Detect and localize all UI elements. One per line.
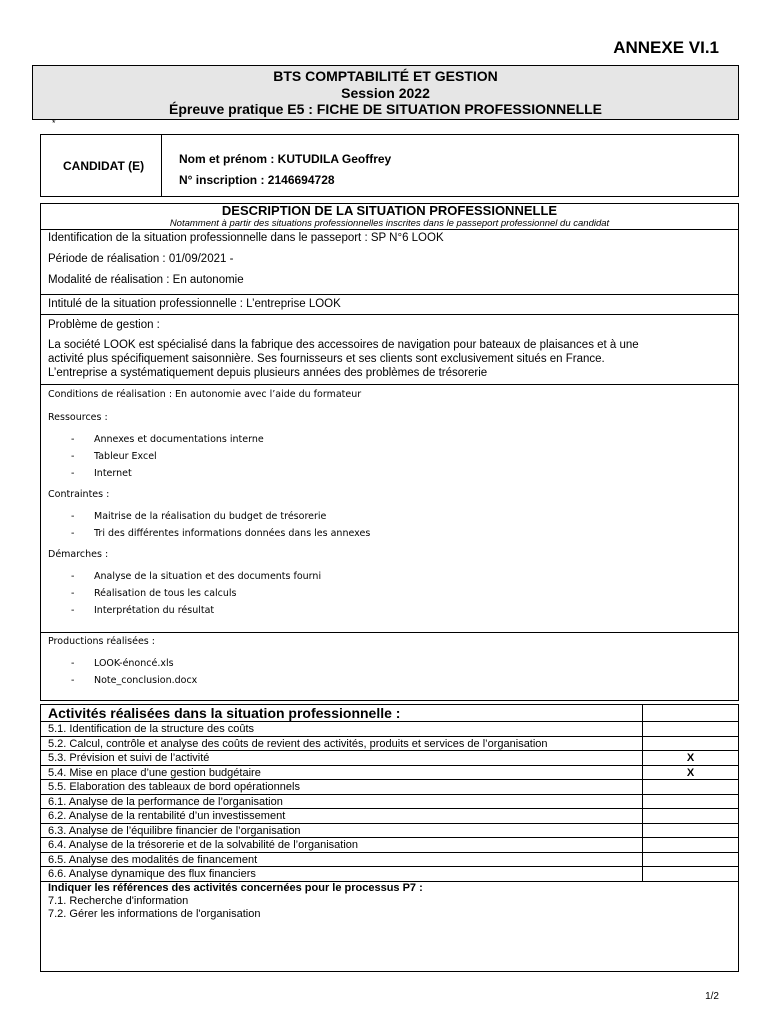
table-row [41,838,738,853]
activity-label: 5.5. Elaboration des tableaux de bord opérationnels [41,780,643,794]
description-header [41,204,738,230]
header-line2: Session 2022 [341,84,430,101]
modalite-text: Modalité de réalisation : En autonomie [48,274,244,286]
annexe-label: ANNEXE VI.1 [613,38,719,57]
probleme-label: Problème de gestion : [48,319,160,331]
activity-label: 5.4. Mise en place d’une gestion budgétaire [41,766,643,780]
ressources-list [48,431,738,482]
activity-label: 6.6. Analyse dynamique des flux financiers [41,867,643,881]
intitule-section [41,295,738,315]
probleme-line: La société LOOK est spécialisé dans la fabrique des accessoires de navigation pour bateaux de plaisances et à une [48,339,639,351]
header-line1: BTS COMPTABILITÉ ET GESTION [273,68,498,84]
activity-mark [643,780,738,794]
list-item: - Analyse de la situation et des documents fourni [48,568,738,585]
description-subtitle: Notamment à partir des situations professionnelles inscrites dans le passeport professionnel du candidat [169,218,610,229]
activity-mark [643,853,738,867]
activity-mark [643,824,738,838]
table-row [41,853,738,868]
productions-section [41,633,738,689]
table-row [41,766,738,781]
activity-mark [643,795,738,809]
list-item: - Réalisation de tous les calculs [48,585,738,602]
probleme-section [41,315,738,385]
activity-label: 6.2. Analyse de la rentabilité d’un investissement [41,809,643,823]
activity-label: 5.1. Identification de la structure des coûts [41,722,643,736]
productions-list [48,655,738,689]
list-item: - Internet [48,465,738,482]
activity-mark [643,867,738,881]
list-item: - Maitrise de la réalisation du budget de trésorerie [48,508,738,525]
activities-header [41,705,738,722]
list-item: - Interprétation du résultat [48,602,738,619]
activity-mark [643,737,738,751]
candidate-inscription: N° inscription : 2146694728 [179,173,335,187]
activity-label: 6.5. Analyse des modalités de financement [41,853,643,867]
list-item: - Note_conclusion.docx [48,672,738,689]
activities-box [40,704,739,972]
table-row [41,867,738,882]
candidate-label: CANDIDAT (E) [41,135,162,196]
activity-label: 6.4. Analyse de la trésorerie et de la solvabilité de l’organisation [41,838,643,852]
list-item: - Tri des différentes informations données dans les annexes [48,525,738,542]
productions-label: Productions réalisées : [48,636,155,647]
p7-section [41,882,738,921]
contraintes-label: Contraintes : [48,489,110,500]
table-row [41,809,738,824]
table-row [41,751,738,766]
conditions-section [41,385,738,633]
identification-section [41,230,738,295]
activity-label: 5.3. Prévision et suivi de l’activité [41,751,643,765]
table-row [41,780,738,795]
table-row [41,737,738,752]
probleme-line: L’entreprise a systématiquement depuis plusieurs années des problèmes de trésorerie [48,367,488,379]
candidate-name: Nom et prénom : KUTUDILA Geoffrey [179,152,392,166]
asterisk-note: * [52,118,56,128]
conditions-text: Conditions de réalisation : En autonomie avec l’aide du formateur [48,389,362,400]
header-box [32,65,739,120]
p7-item: 7.1. Recherche d'information [48,894,189,907]
description-box [40,203,739,701]
p7-label: Indiquer les références des activités concernées pour le processus P7 : [48,881,423,894]
ressources-label: Ressources : [48,412,108,423]
table-row [41,795,738,810]
intitule-text: Intitulé de la situation professionnelle : L’entreprise LOOK [48,298,341,310]
activity-mark [643,809,738,823]
demarches-label: Démarches : [48,549,109,560]
activity-label: 5.2. Calcul, contrôle et analyse des coûts de revient des activités, produits et services de l’organisation [41,737,643,751]
page-number: 1/2 [705,991,719,1002]
table-row [41,722,738,737]
list-item: - Annexes et documentations interne [48,431,738,448]
activity-mark [643,838,738,852]
header-line3: Épreuve pratique E5 : FICHE DE SITUATION PROFESSIONNELLE [168,101,603,117]
identification-text: Identification de la situation professionnelle dans le passeport : SP N°6 LOOK [48,232,444,244]
activities-title: Activités réalisées dans la situation professionnelle : [41,705,643,721]
activity-mark: X [686,766,695,779]
periode-text: Période de réalisation : 01/09/2021 - [48,253,234,265]
activity-mark [643,722,738,736]
activity-label: 6.1. Analyse de la performance de l’organisation [41,795,643,809]
activity-label: 6.3. Analyse de l’équilibre financier de l’organisation [41,824,643,838]
table-row [41,824,738,839]
list-item: - Tableur Excel [48,448,738,465]
candidate-info [162,135,391,196]
demarches-list [48,568,738,619]
contraintes-list [48,508,738,542]
probleme-line: activité plus spécifiquement saisonnière. Ses fournisseurs et ses clients sont exclusivement situés en France. [48,353,605,365]
p7-item: 7.2. Gérer les informations de l'organisation [48,907,261,920]
candidate-box [40,134,739,197]
list-item: - LOOK-énoncé.xls [48,655,738,672]
description-title: DESCRIPTION DE LA SITUATION PROFESSIONNELLE [221,203,558,218]
activity-mark: X [686,752,695,764]
